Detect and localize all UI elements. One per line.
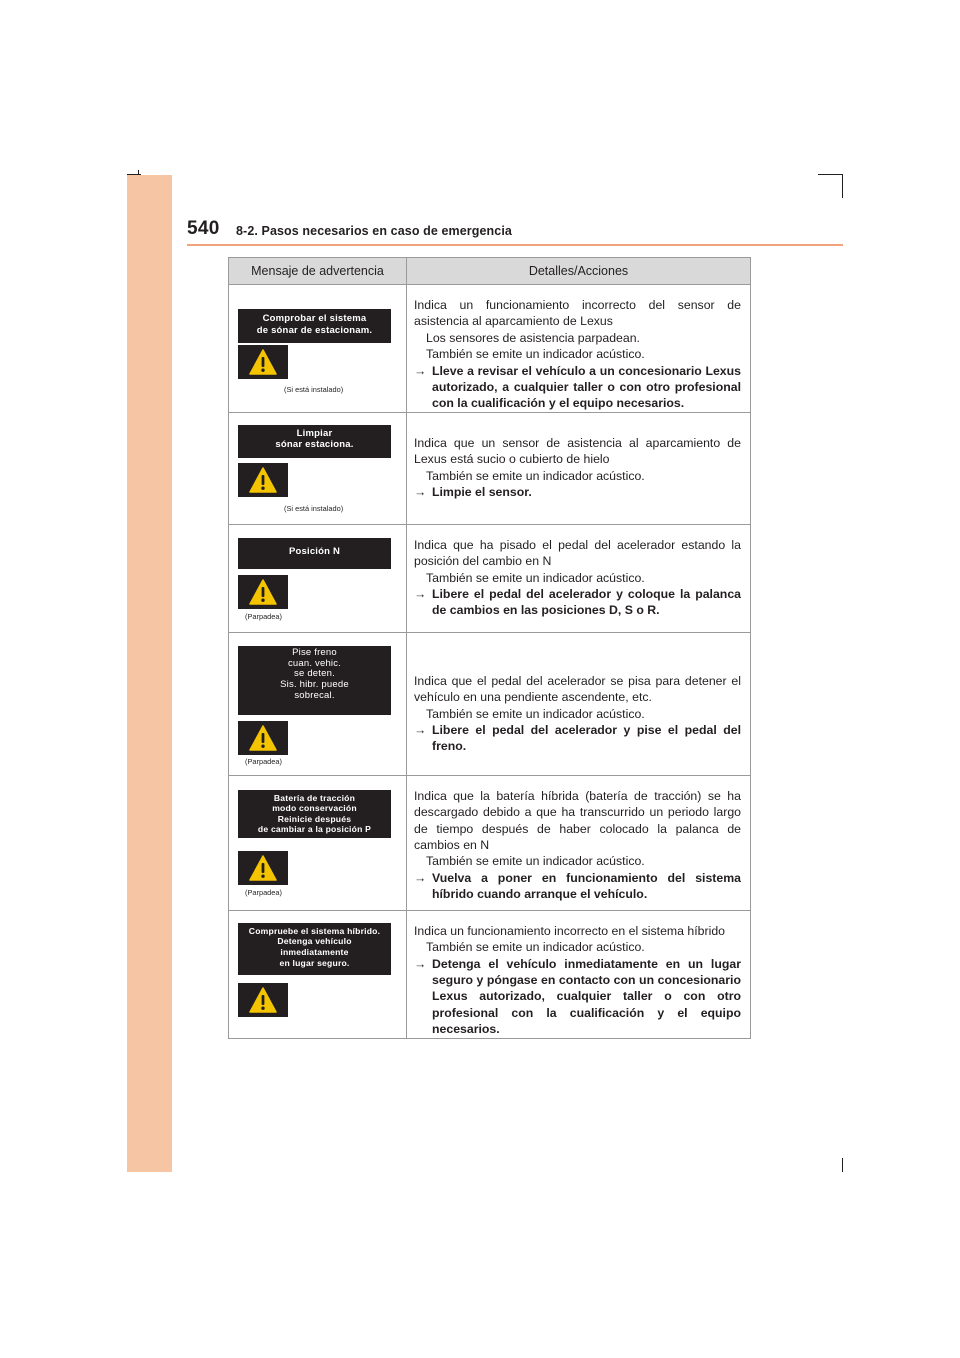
warning-table [228,257,751,1039]
message-cell [229,524,407,632]
header-rule [187,244,843,246]
crop-mark [842,1158,843,1172]
arrow-icon: → [414,485,427,500]
action-text: → Vuelva a poner en funcionamiento del sistema híbrido cuando arranque el vehículo. [414,870,741,902]
description-text: Indica un funcionamiento incorrecto del sensor de asistencia al aparcamiento de Lexus [414,298,741,329]
display-message: Batería de tracción modo conservación Reinicie después de cambiar a la posición P [238,790,391,838]
message-cell [229,412,407,524]
crop-mark [842,174,843,198]
blinking-note: (Parpadea) [245,887,282,897]
installation-note: (Si está instalado) [284,503,344,513]
page-number: 540 [187,218,220,239]
arrow-icon: → [414,363,427,378]
details-cell [407,412,751,524]
info-text: También se emite un indicador acústico. [426,854,645,869]
side-tab-band [127,175,172,1172]
blinking-note: (Parpadea) [245,756,282,766]
description-text: Indica un funcionamiento incorrecto en el sistema híbrido [414,923,726,938]
description-text: Indica que ha pisado el pedal del acelerador estando la posición del cambio en N [414,537,741,569]
table-row [229,632,751,775]
details-cell [407,285,751,413]
crop-mark [138,170,139,175]
display-message: Posición N [238,538,391,569]
message-cell [229,285,407,413]
warning-triangle-icon [238,463,288,497]
display-message: Compruebe el sistema híbrido. Detenga vehículo inmediatamente en lugar seguro. [238,923,391,975]
page-header [187,214,847,244]
info-text: También se emite un indicador acústico. [426,468,645,483]
arrow-icon: → [414,723,427,738]
table-header-row [229,258,751,285]
warning-triangle-icon [238,983,288,1017]
table-row [229,775,751,910]
crop-mark [818,174,843,175]
info-text: También se emite un indicador acústico. [426,347,645,362]
column-header-message: Mensaje de advertencia [229,258,407,285]
message-cell [229,775,407,910]
action-text: → Libere el pedal del acelerador y pise el pedal del freno. [414,723,741,754]
info-text: También se emite un indicador acústico. [426,570,645,585]
details-cell [407,775,751,910]
details-cell [407,524,751,632]
message-cell [229,910,407,1038]
info-text: También se emite un indicador acústico. [426,940,645,955]
warning-triangle-icon [238,575,288,609]
table-row [229,524,751,632]
warning-triangle-icon [238,345,288,379]
arrow-icon: → [414,956,427,971]
installation-note: (Si está instalado) [284,385,344,394]
details-cell [407,910,751,1038]
description-text: Indica que la batería híbrida (batería de tracción) se ha descargado debido a que ha transcurrido un periodo largo de tiempo después de haber colocado la palanca de cambios en N [414,788,741,853]
info-text: Los sensores de asistencia parpadean. [426,330,640,345]
table-row [229,285,751,413]
action-text: → Lleve a revisar el vehículo a un concesionario Lexus autorizado, a cualquier taller o con otro profesional con la cualificación y el equipo necesarios. [414,363,741,411]
description-text: Indica que el pedal del acelerador se pisa para detener el vehículo en una pendiente ascendente, etc. [414,673,741,705]
details-cell [407,632,751,775]
action-text: → Libere el pedal del acelerador y coloque la palanca de cambios en las posiciones D, S o R. [414,587,741,618]
action-text: → Detenga el vehículo inmediatamente en un lugar seguro y póngase en contacto con un concesionario Lexus autorizado, cualquier taller o con otro profesional con la cualificación y el equipo necesarios. [414,956,741,1037]
message-cell [229,632,407,775]
action-text: → Limpie el sensor. [414,485,532,500]
warning-triangle-icon [238,721,288,755]
warning-triangle-icon [238,851,288,885]
arrow-icon: → [414,870,427,885]
display-message: Comprobar el sistema de sónar de estacionam. [238,309,391,343]
section-title: 8-2. Pasos necesarios en caso de emergencia [236,224,512,238]
display-message: Pise freno cuan. vehic. se deten. Sis. hibr. puede sobrecal. [238,646,391,715]
description-text: Indica que un sensor de asistencia al aparcamiento de Lexus está sucio o cubierto de hielo [414,435,741,467]
table-row [229,412,751,524]
arrow-icon: → [414,587,427,602]
blinking-note: (Parpadea) [245,611,282,621]
column-header-details: Detalles/Acciones [407,258,751,285]
display-message: Limpiar sónar estaciona. [238,425,391,458]
table-row [229,910,751,1038]
info-text: También se emite un indicador acústico. [426,706,645,721]
